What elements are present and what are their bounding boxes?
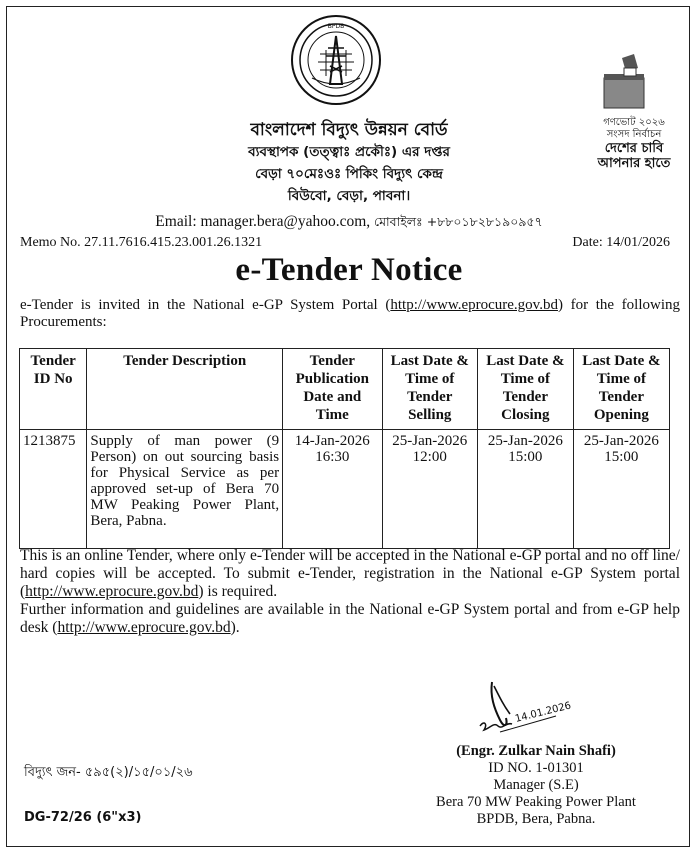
selling-date: 25-Jan-2026 bbox=[392, 433, 468, 449]
header-selling: Last Date & Time of Tender Selling bbox=[382, 349, 477, 430]
mobile-text: মোবাইলঃ +৮৮০১৮২৮১৯০৯৫৭ bbox=[374, 214, 543, 229]
opening-time: 15:00 bbox=[604, 449, 639, 465]
email-text: Email: manager.bera@yahoo.com, bbox=[155, 213, 371, 230]
header-opening: Last Date & Time of Tender Opening bbox=[573, 349, 669, 430]
eprocure-link[interactable]: http://www.eprocure.gov.bd bbox=[390, 297, 558, 313]
cell-tender-id: 1213875 bbox=[20, 430, 87, 549]
publication-time: 16:30 bbox=[315, 449, 350, 465]
address: বিউবো, বেড়া, পাবনা। bbox=[287, 188, 411, 204]
online-tender-paragraph bbox=[20, 547, 680, 601]
vote-line-4: আপনার হাতে bbox=[597, 156, 671, 171]
signature-date: 14.01.2026 bbox=[514, 700, 573, 725]
further-info-paragraph bbox=[20, 601, 680, 637]
para2-text-after: ). bbox=[230, 619, 240, 636]
memo-number: Memo No. 27.11.7616.415.23.001.26.1321 bbox=[20, 235, 263, 250]
plant-name: বেড়া ৭০মেঃওঃ পিকিং বিদ্যুৎ কেন্দ্র bbox=[255, 166, 443, 182]
table-header-row bbox=[20, 349, 670, 430]
cell-opening bbox=[573, 430, 669, 549]
instructions bbox=[20, 547, 680, 637]
eprocure-link[interactable]: http://www.eprocure.gov.bd bbox=[57, 619, 231, 636]
vote-line-2: সংসদ নির্বাচন bbox=[606, 129, 662, 140]
signer-plant: Bera 70 MW Peaking Power Plant bbox=[436, 794, 636, 810]
contact-line bbox=[0, 213, 698, 234]
closing-time: 15:00 bbox=[508, 449, 543, 465]
page-title: e-Tender Notice bbox=[235, 252, 463, 288]
svg-text:BPDB: BPDB bbox=[327, 23, 345, 30]
selling-time: 12:00 bbox=[412, 449, 447, 465]
table-row bbox=[20, 430, 670, 549]
intro-paragraph bbox=[20, 297, 680, 331]
signer-id: ID NO. 1-01301 bbox=[488, 760, 584, 776]
para1-text-after: ) is required. bbox=[198, 583, 278, 600]
para1-text-before: This is an online Tender, where only e-Tender will be accepted in the National e-GP portal and no off line/ hard copies will be accepted. To submit e-Tender, registration in the National e-GP System portal ( bbox=[20, 547, 680, 600]
para2-text-before: Further information and guidelines are available in the National e-GP System portal and from e-GP help desk ( bbox=[20, 601, 680, 636]
signer-designation: Manager (S.E) bbox=[493, 777, 579, 793]
signer-name: (Engr. Zulkar Nain Shafi) bbox=[456, 743, 616, 759]
closing-date: 25-Jan-2026 bbox=[487, 433, 563, 449]
header-publication: Tender Publication Date and Time bbox=[283, 349, 382, 430]
eprocure-link[interactable]: http://www.eprocure.gov.bd bbox=[25, 583, 199, 600]
cell-closing bbox=[478, 430, 574, 549]
cell-publication bbox=[283, 430, 382, 549]
opening-date: 25-Jan-2026 bbox=[583, 433, 659, 449]
cell-description: Supply of man power (9 Person) on out sourcing basis for Physical Service as per approved set-up of Bera 70 MW Peaking Power Plant, Bera, Pabna. bbox=[87, 430, 283, 549]
organization-name: বাংলাদেশ বিদ্যুৎ উন্নয়ন বোর্ড bbox=[250, 120, 448, 140]
intro-text-before: e-Tender is invited in the National e-GP System Portal ( bbox=[20, 297, 391, 313]
vote-line-3: দেশের চাবি bbox=[604, 141, 664, 156]
header-description: Tender Description bbox=[87, 349, 283, 430]
header-closing: Last Date & Time of Tender Closing bbox=[478, 349, 574, 430]
tender-table bbox=[19, 348, 670, 549]
header-tender-id: Tender ID No bbox=[20, 349, 87, 430]
intro-text-after: ) for the following Procurements: bbox=[20, 297, 681, 330]
office-name: ব্যবস্থাপক (তত্ত্বাঃ প্রকৌঃ) এর দপ্তর bbox=[248, 144, 450, 160]
vote-line-1: গণভোট ২০২৬ bbox=[603, 117, 665, 128]
memo-date: Date: 14/01/2026 bbox=[572, 235, 670, 250]
signature-icon bbox=[470, 676, 580, 746]
bpdb-emblem-icon bbox=[290, 14, 382, 106]
publication-date: 14-Jan-2026 bbox=[294, 433, 370, 449]
signer-location: BPDB, Bera, Pabna. bbox=[476, 811, 596, 827]
dg-number: DG-72/26 (6"x3) bbox=[24, 810, 142, 825]
signer-block bbox=[396, 743, 676, 828]
advertisement-number: বিদ্যুৎ জন- ৫৯৫(২)/১৫/০১/২৬ bbox=[24, 765, 193, 780]
cell-selling bbox=[382, 430, 477, 549]
ballot-box-icon bbox=[586, 52, 682, 112]
